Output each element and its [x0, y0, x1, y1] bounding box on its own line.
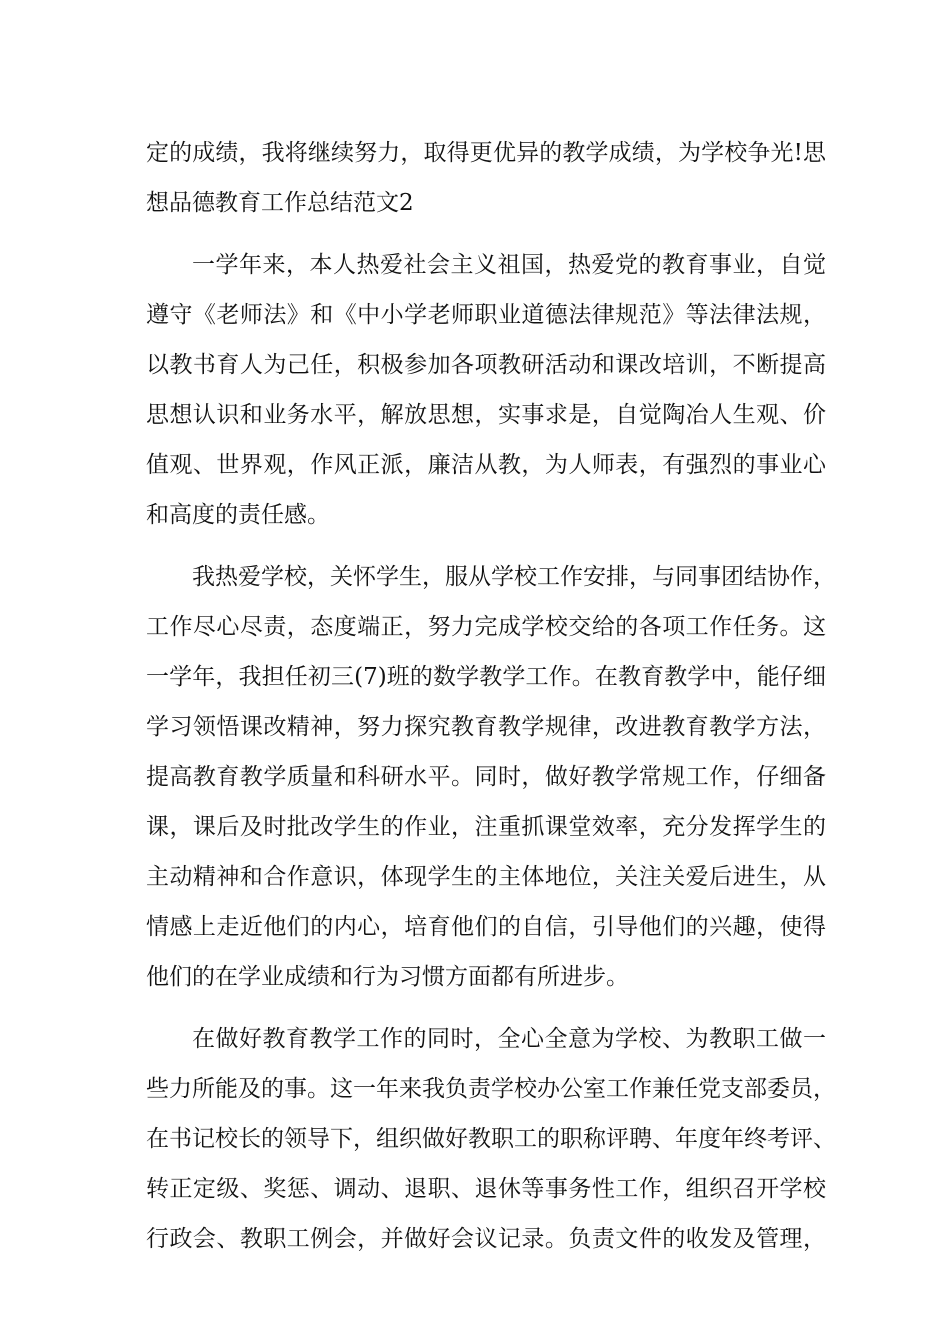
text-line: 我热爱学校，关怀学生，服从学校工作安排，与同事团结协作，	[192, 564, 836, 590]
text-line: 课，课后及时批改学生的作业，注重抓课堂效率，充分发挥学生的	[146, 814, 826, 840]
text-line: 提高教育教学质量和科研水平。同时，做好教学常规工作，仔细备	[146, 764, 826, 790]
text-line: 值观、世界观，作风正派，廉洁从教，为人师表，有强烈的事业心	[146, 452, 826, 478]
text-line: 工作尽心尽责，态度端正，努力完成学校交给的各项工作任务。这	[146, 614, 826, 640]
text-line: 行政会、教职工例会，并做好会议记录。负责文件的收发及管理，	[146, 1226, 826, 1252]
text-line: 在书记校长的领导下，组织做好教职工的职称评聘、年度年终考评、	[146, 1126, 836, 1152]
text-line: 想品德教育工作总结范文2	[146, 190, 414, 216]
text-line: 一学年，我担任初三(7)班的数学教学工作。在教育教学中，能仔细	[146, 664, 826, 690]
text-line: 些力所能及的事。这一年来我负责学校办公室工作兼任党支部委员，	[146, 1076, 836, 1102]
text-line: 主动精神和合作意识，体现学生的主体地位，关注关爱后进生，从	[146, 864, 826, 890]
document-body	[146, 128, 836, 1264]
text-line: 以教书育人为己任，积极参加各项教研活动和课改培训，不断提高	[146, 352, 826, 378]
text-line: 在做好教育教学工作的同时，全心全意为学校、为教职工做一	[192, 1026, 826, 1052]
text-line: 学习领悟课改精神，努力探究教育教学规律，改进教育教学方法，	[146, 714, 826, 740]
text-line: 他们的在学业成绩和行为习惯方面都有所进步。	[146, 964, 629, 990]
text-line: 情感上走近他们的内心，培育他们的自信，引导他们的兴趣，使得	[146, 914, 826, 940]
text-line: 一学年来，本人热爱社会主义祖国，热爱党的教育事业，自觉	[192, 252, 826, 278]
text-line: 遵守《老师法》和《中小学老师职业道德法律规范》等法律法规，	[146, 302, 826, 328]
text-line: 定的成绩，我将继续努力，取得更优异的教学成绩，为学校争光!思	[146, 140, 826, 166]
text-line: 转正定级、奖惩、调动、退职、退休等事务性工作，组织召开学校	[146, 1176, 826, 1202]
text-line: 思想认识和业务水平，解放思想，实事求是，自觉陶冶人生观、价	[146, 402, 826, 428]
text-line: 和高度的责任感。	[146, 502, 330, 528]
